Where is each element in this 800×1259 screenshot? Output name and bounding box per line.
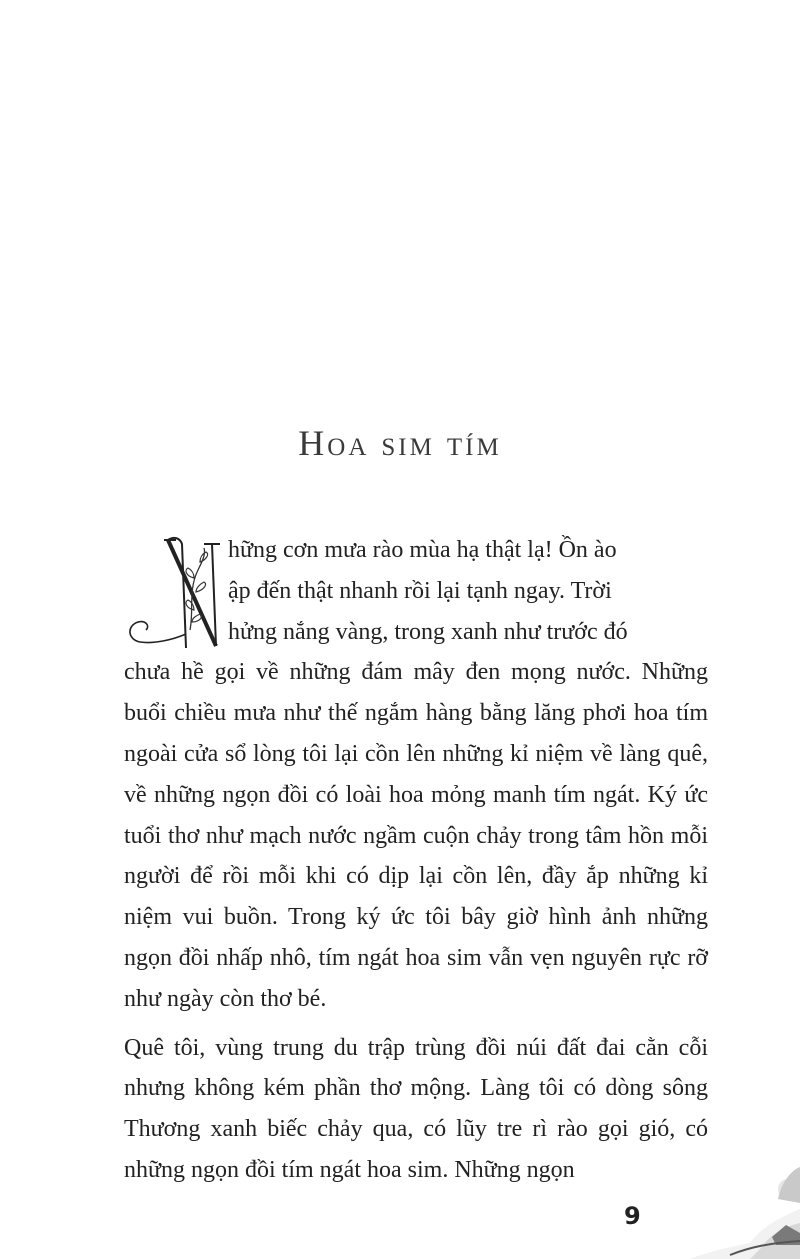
second-paragraph-text: Quê tôi, vùng trung du trập trùng đồi núi đất đai cằn cỗi nhưng không kém phần thơ mộng. Làng tôi có dòng sông Thương xanh biếc chảy qua, có lũy tre rì rào gọi gió, có những ngọn đồi tím ngát hoa sim. Những ngọn [124,1034,708,1183]
page-number: 9 [624,1202,641,1230]
corner-landscape-illustration [690,1119,800,1259]
dropcap-line-2: ập đến thật nhanh rồi lại tạnh ngay. Trời [228,577,612,604]
second-paragraph [124,1028,708,1191]
dropcap-line-3: hửng nắng vàng, trong xanh như trước đó [228,618,628,645]
dropcap-line-1: hững cơn mưa rào mùa hạ thật lạ! Ồn ào [228,537,617,563]
body-text [124,530,708,1191]
first-paragraph-opening [124,530,708,652]
first-paragraph-rest: chưa hề gọi về những đám mây đen mọng nước. Những buổi chiều mưa như thế ngắm hàng bằng lăng phơi hoa tím ngoài cửa sổ lòng tôi lại cồn lên những kỉ niệm về làng quê, về những ngọn đồi có loài hoa mỏng manh tím ngát. Ký ức tuổi thơ như mạch nước ngầm cuộn chảy trong tâm hồn mỗi người để rồi mỗi khi có dịp lại cồn lên, đầy ắp những kỉ niệm vui buồn. Trong ký ức tôi bây giờ hình ảnh những ngọn đồi nhấp nhô, tím ngát hoa sim vẫn vẹn nguyên rực rỡ như ngày còn thơ bé. [124,659,708,1012]
chapter-title: Hoa sim tím [298,423,502,464]
decorative-dropcap-n [124,530,224,652]
